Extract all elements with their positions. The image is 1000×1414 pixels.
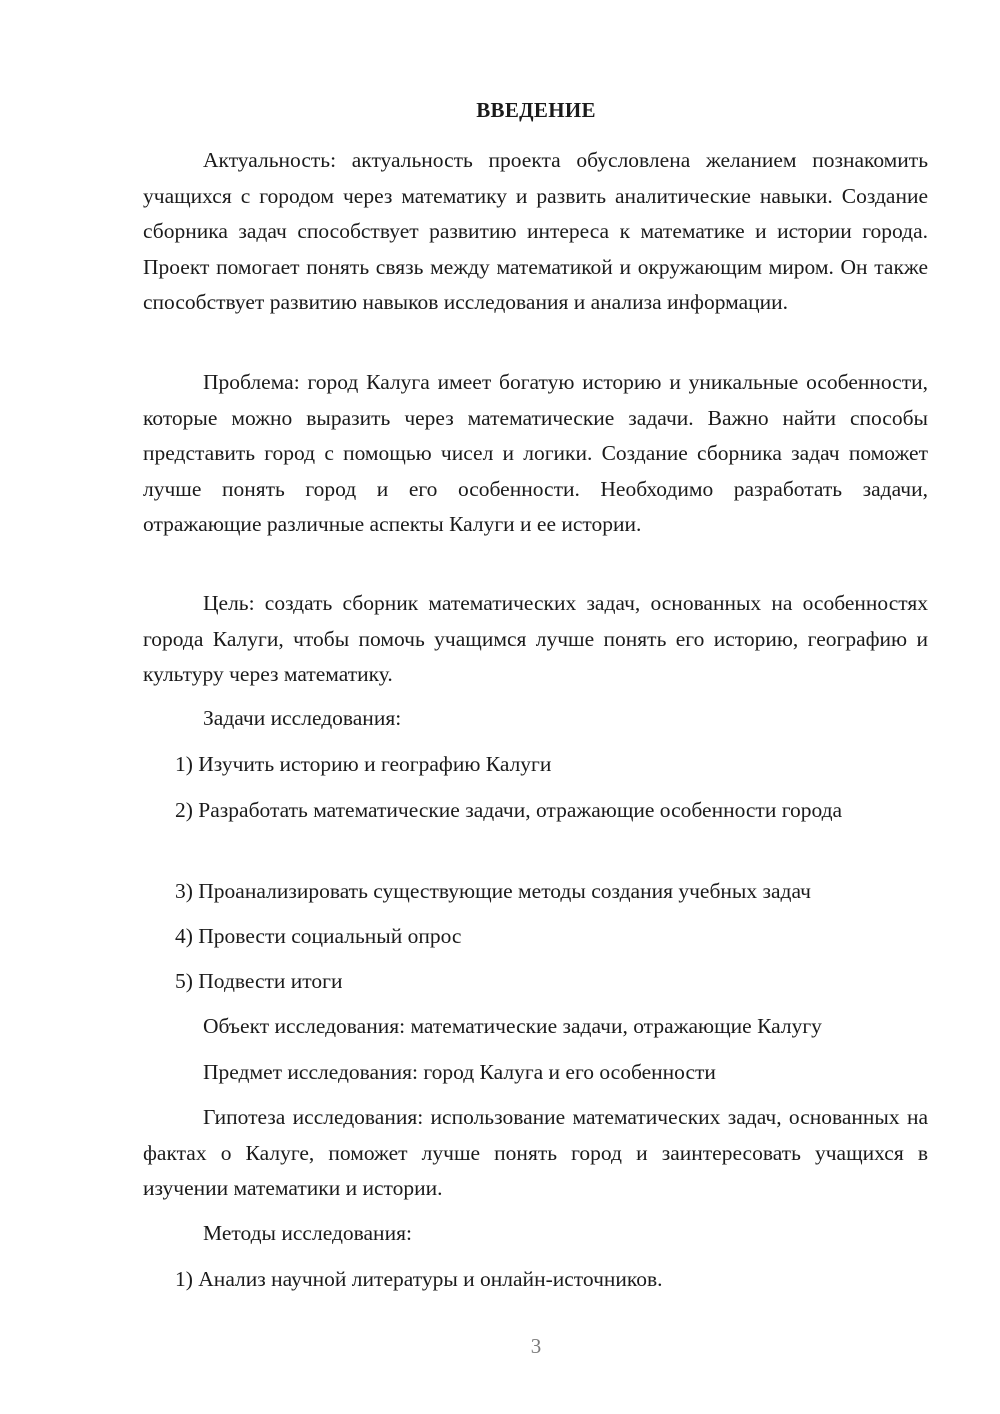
task-item: 4) Провести социальный опрос (175, 924, 462, 948)
method-item: 1) Анализ научной литературы и онлайн-источников. (175, 1267, 663, 1291)
methods-title: Методы исследования: (203, 1221, 412, 1245)
tasks-title: Задачи исследования: (203, 706, 402, 730)
task-item: 5) Подвести итоги (175, 969, 343, 993)
paragraph-problem: Проблема: город Калуга имеет богатую историю и уникальные особенности, которые можно выразить через математические задачи. Важно найти способы представить город с помощью чисел и логики. Создание сборника задач поможет лучше понять город и его особенности. Необходимо разработать задачи, отражающие различные аспекты Калуги и ее истории. (143, 370, 928, 536)
paragraph-goal: Цель: создать сборник математических задач, основанных на особенностях города Калуги, чтобы помочь учащимся лучше понять его историю, географию и культуру через математику. (143, 591, 928, 686)
task-item: 3) Проанализировать существующие методы создания учебных задач (175, 879, 811, 903)
paragraph-object: Объект исследования: математические задачи, отражающие Калугу (203, 1014, 822, 1038)
page-number: 3 (530, 1334, 542, 1358)
task-item: 2) Разработать математические задачи, отражающие особенности города (175, 798, 843, 822)
paragraph-subject: Предмет исследования: город Калуга и его особенности (203, 1060, 716, 1084)
paragraph-hypothesis: Гипотеза исследования: использование математических задач, основанных на фактах о Калуге, поможет лучше понять город и заинтересовать учащихся в изучении математики и истории. (143, 1105, 928, 1200)
task-item: 1) Изучить историю и географию Калуги (175, 752, 552, 776)
paragraph-relevance: Актуальность: актуальность проекта обусловлена желанием познакомить учащихся с городом через математику и развить аналитические навыки. Создание сборника задач способствует развитию интереса к математике и истории города. Проект помогает понять связь между математикой и окружающим миром. Он также способствует развитию навыков исследования и анализа информации. (143, 148, 928, 314)
section-heading: ВВЕДЕНИЕ (476, 98, 596, 122)
